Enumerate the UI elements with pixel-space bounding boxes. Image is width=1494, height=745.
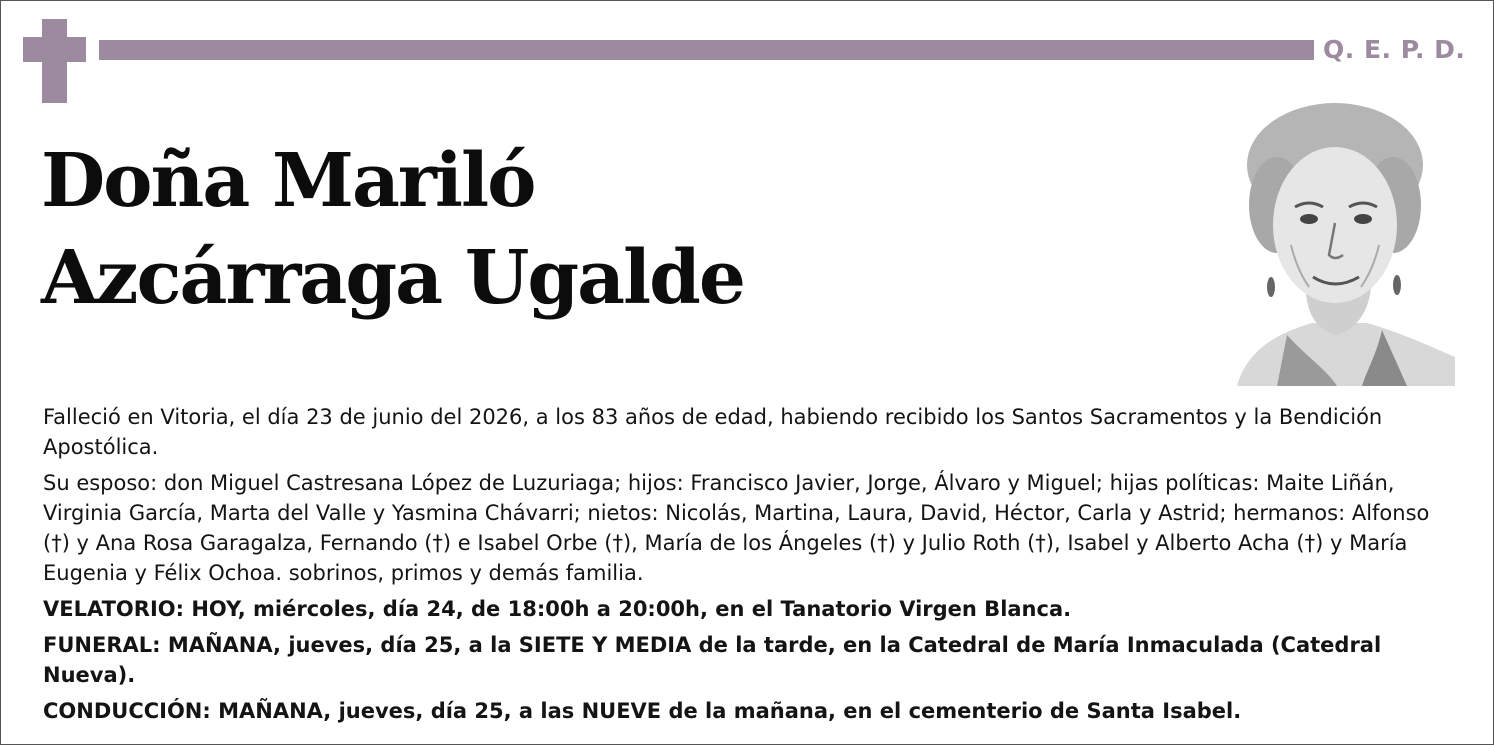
death-paragraph: Falleció en Vitoria, el día 23 de junio del 2026, a los 83 años de edad, habiendo recibido los Santos Sacramentos y la Bendición Apostólica. <box>43 405 1383 459</box>
conduccion-paragraph: CONDUCCIÓN: MAÑANA, jueves, día 25, a las NUEVE de la mañana, en el cementerio de Santa Isabel. <box>43 699 1242 723</box>
deceased-name-line1: Doña Mariló <box>41 138 535 224</box>
deceased-name-line2: Azcárraga Ugalde <box>41 235 744 321</box>
header-rule <box>99 40 1314 60</box>
qepd-label: Q. E. P. D. <box>1323 35 1466 64</box>
obituary-body <box>43 402 1443 732</box>
deceased-name <box>41 133 744 327</box>
cross-icon-arm <box>23 37 86 62</box>
velatorio-paragraph: VELATORIO: HOY, miércoles, día 24, de 18:00h a 20:00h, en el Tanatorio Virgen Blanca. <box>43 597 1072 621</box>
portrait-photo <box>1217 95 1455 386</box>
family-paragraph: Su esposo: don Miguel Castresana López de Luzuriaga; hijos: Francisco Javier, Jorge, Álvaro y Miguel; hijas políticas: Maite Liñán, Virginia García, Marta del Valle y Yasmina Chávarri; nietos: Nicolás, Martina, Laura, David, Héctor, Carla y Astrid; hermanos: Alfonso (†) y Ana Rosa Garagalza, Fernando (†) e Isabel Orbe (†), María de los Ángeles (†) y Julio Roth (†), Isabel y Alberto Acha (†) y María Eugenia y Félix Ochoa. sobrinos, primos y demás familia. <box>43 471 1430 585</box>
funeral-paragraph: FUNERAL: MAÑANA, jueves, día 25, a la SIETE Y MEDIA de la tarde, en la Catedral de María Inmaculada (Catedral Nueva). <box>43 633 1382 687</box>
